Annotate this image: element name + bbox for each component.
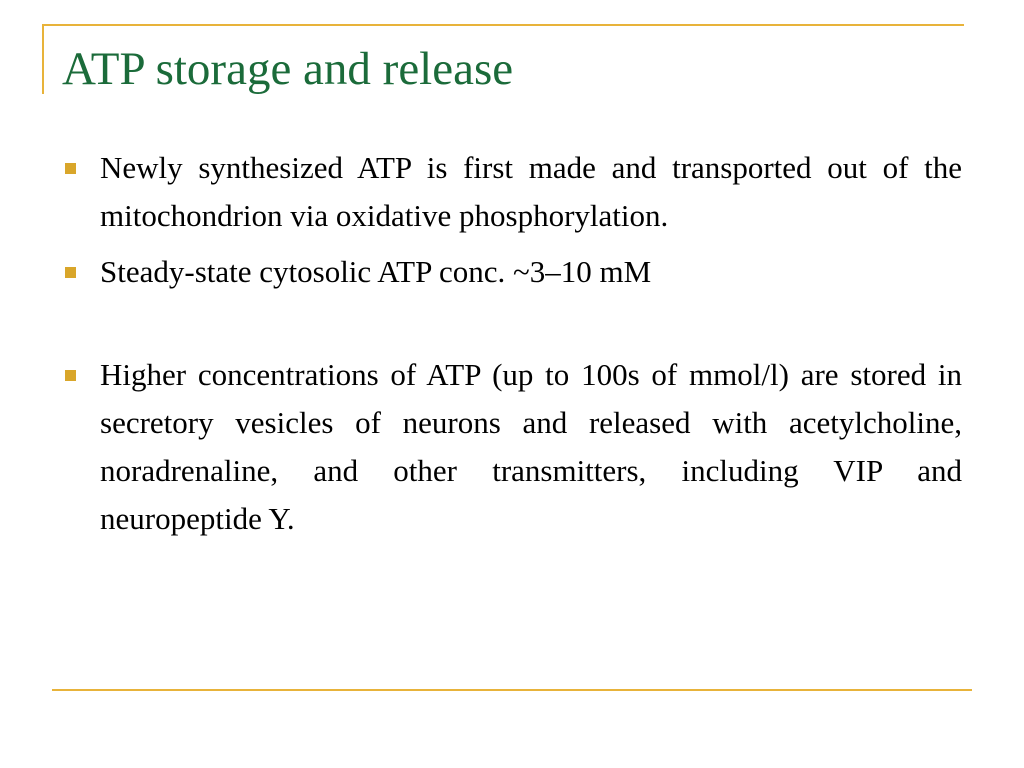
- bullet-item: [62, 144, 962, 240]
- bullet-item: [62, 351, 962, 543]
- bullet-item: [62, 248, 962, 296]
- bullet-text: Steady-state cytosolic ATP conc. ~3–10 mM: [100, 254, 652, 289]
- bullet-text: Newly synthesized ATP is first made and transported out of the mitochondrion via oxidative phosphorylation.: [100, 150, 962, 233]
- square-bullet-icon: [65, 163, 76, 174]
- slide-title: ATP storage and release: [62, 43, 514, 95]
- square-bullet-icon: [65, 370, 76, 381]
- bottom-rule: [52, 689, 972, 691]
- left-rule: [42, 24, 44, 94]
- bullet-list: [62, 144, 962, 543]
- square-bullet-icon: [65, 267, 76, 278]
- top-rule: [42, 24, 964, 26]
- bullet-text: Higher concentrations of ATP (up to 100s of mmol/l) are stored in secretory vesicles of neurons and released with acetylcholine, noradrenaline, and other transmitters, including VIP and neuropeptide Y.: [100, 357, 962, 536]
